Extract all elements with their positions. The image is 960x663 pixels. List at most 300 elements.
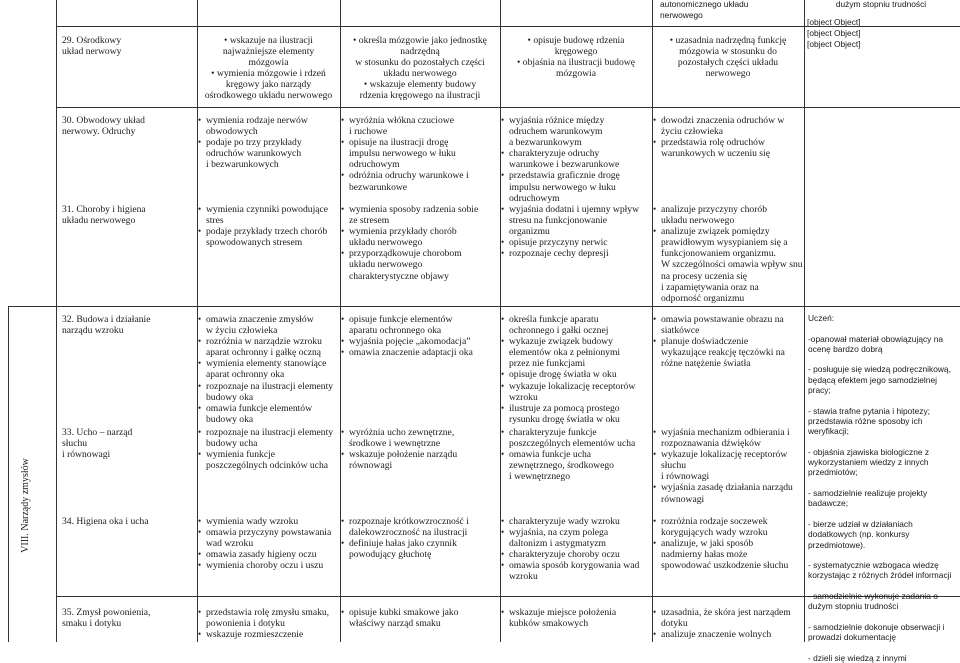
item-text: kręgowego [554,46,598,58]
item-text: wskazuje na ilustracji [229,35,313,46]
item-text: podaje po trzy przykłady [206,137,302,149]
text-line: prowadzi dokumentację [808,632,896,643]
item-text: analizuje, w jaki sposób [661,538,754,550]
item-text: omawia sposób korygowania wad [509,560,640,572]
row-33-col5 [653,427,803,505]
item-text: omawia funkcje ucha [509,449,592,461]
row-31-col2 [198,204,338,248]
bullet-item [501,449,651,460]
item-text: przez nie funkcjami [509,358,586,370]
criteria-list [341,204,499,282]
item-text: aparatu ochronnego oka [349,325,442,337]
continuation-line [653,438,803,449]
continuation-line [341,460,499,471]
continuation-line [653,347,803,358]
item-text: korygujących wady wzroku [661,527,768,539]
item-text: analizuje związek pomiędzy [661,226,770,238]
bullet-item [653,482,803,493]
item-text: impulsu nerwowego w łuku [509,181,616,193]
bullet-item [200,35,337,46]
text-line: 31. Choroby i higiena [62,204,146,215]
bullet-item [198,560,338,571]
continuation-line [341,215,499,226]
row-35-col5 [653,607,803,640]
criteria-list [198,516,338,571]
bullet-item [501,560,651,571]
item-text: planuje doświadczenie [661,336,749,348]
item-text: budowy ucha [206,438,258,450]
criteria-list [655,35,801,79]
text-line [808,581,959,591]
criteria-list [341,115,499,193]
bullet-item [501,403,651,414]
continuation-line [341,182,499,193]
bullet-item [501,369,651,380]
continuation-line [341,527,499,538]
continuation-line [198,538,338,549]
item-text: wymienia mózgowie i rdzeń [216,68,326,80]
item-text: rozróżnia w narządzie wzroku [206,336,322,348]
bullet-item [343,79,497,90]
item-text: i ruchowe [349,126,388,138]
bullet-item [653,137,803,148]
text-line: układ nerwowy [62,46,122,58]
bullet-item [653,204,803,215]
item-text: różne natężenie światła [661,358,751,370]
item-text: rozpoznaje cechy depresji [509,248,609,260]
continuation-line [501,137,651,148]
text-line [808,323,959,333]
bullet-item [653,629,803,640]
bullet-item [501,516,651,527]
continuation-line [653,618,803,629]
item-text: rozpoznaje krótkowzroczność i [349,516,469,527]
bullet-item [341,226,499,237]
item-text: odróżnia odruchy warunkowe i [349,170,469,182]
item-text: W szczególności omawia wpływ snu [661,259,803,271]
continuation-line [653,215,803,226]
row-33-col2 [198,427,338,471]
continuation-line [198,237,338,248]
item-text: opisuje na ilustracji drogę [349,137,449,149]
item-text: w stosunku do pozostałych części [355,57,485,69]
text-line: dużym stopniu trudności [835,0,927,9]
item-text: układu nerwowego [349,237,423,249]
item-text: i zapamiętywania oraz na [661,281,759,293]
item-text: wyjaśnia mechanizm odbierania i [661,427,790,438]
text-line: badawcze; [808,498,849,509]
row-35-col4 [501,607,651,629]
continuation-line [653,460,803,471]
item-text: w życiu człowieka [206,325,278,337]
criteria-list [341,314,499,358]
item-text: opisuje kubki smakowe jako [349,607,459,618]
text-line: weryfikacji; [808,426,849,437]
continuation-line [341,126,499,137]
bullet-item [341,427,499,438]
continuation-line [341,549,499,560]
text-line: - bierze udział w działaniach [808,518,913,529]
item-text: wzroku [509,571,538,583]
text-line: smaku i dotyku [62,618,122,630]
bullet-icon: • [224,35,230,46]
item-text: mózgowia w stosunku do [679,46,777,58]
item-text: nadrzędną [400,46,440,58]
item-text: a bezwarunkowym [509,137,582,149]
bullet-item [341,538,499,549]
text-line: nerwowy. Odruchy [62,126,136,138]
text-line: Uczeń: [808,313,835,323]
item-text: funkcjonowaniem organizmu. [661,248,776,260]
bullet-item [198,314,338,325]
item-text: wskazuje miejsce położenia [509,607,617,618]
continuation-line [655,57,801,68]
continuation-line [343,68,497,79]
bullet-item [198,427,338,438]
bullet-item [501,549,651,560]
item-text: wykazuje lokalizację receptorów [509,380,636,392]
row-title-30 [62,115,194,137]
text-line: dużym stopniu trudności [808,601,899,612]
item-text: bezwarunkowe [349,181,408,193]
text-line: [object Object] [807,39,861,49]
continuation-line [501,347,651,358]
item-text: rozróżnia rodzaje soczewek [661,516,768,527]
item-text: elementów oka z pełnionymi [509,347,621,359]
item-text: kubków smakowych [509,618,589,630]
text-line: wykorzystaniem wiedzy z innych [808,457,929,468]
item-text: wymienia funkcje [206,449,275,461]
item-text: odruchowym [509,192,560,204]
bullet-item [503,57,649,68]
bullet-item [653,449,803,460]
item-text: nadmierny hałas może [661,549,748,561]
item-text: równowagi [661,493,705,505]
text-line: 34. Higiena oka i ucha [62,516,149,527]
continuation-line [655,46,801,57]
continuation-line [653,282,803,293]
bullet-item [501,381,651,392]
bullet-item [341,516,499,527]
item-text: układu nerwowego [349,259,423,271]
row-31-col3 [341,204,499,282]
item-text: rozpoznawania dźwięków [661,438,761,450]
item-text: określa mózgowie jako jednostkę [358,35,487,46]
item-text: impulsu nerwowego w łuku [349,148,456,160]
criteria-list [501,204,651,259]
continuation-line [653,248,803,259]
text-line: - stawia trafne pytania i hipotezy; [808,405,930,416]
continuation-line [341,237,499,248]
text-line [808,354,959,364]
criteria-list [653,204,803,304]
text-line: [object Object] [807,17,861,27]
text-line: przedmiotów; [808,467,858,478]
row-34-col4 [501,516,651,583]
item-text: układu nerwowego [383,68,457,80]
item-text: analizuje przyczyny chorób [661,204,768,215]
item-text: rdzenia kręgowego na ilustracji [359,90,481,102]
item-text: przedstawia rolę odruchów [661,137,765,149]
section-label: VIII. Narządy zmysłów [20,458,31,553]
row-title-31 [62,204,194,226]
text-line: słuchu [62,438,88,450]
criteria-list [341,607,499,629]
item-text: poszczególnych elementów ucha [509,438,636,450]
continuation-line [341,438,499,449]
continuation-line [653,549,803,560]
bullet-item [653,427,803,438]
item-text: wymienia elementy stanowiące [206,358,327,370]
item-text: wyjaśnia dodatni i ujemny wpływ [509,204,640,215]
bullet-item [655,35,801,46]
item-text: powodujący głuchotę [349,549,432,561]
bullet-item [501,115,651,126]
continuation-line [653,293,803,304]
bullet-item [341,170,499,181]
text-line: układu nerwowego [62,215,136,227]
bullet-item [501,336,651,347]
continuation-line [198,392,338,403]
text-line: przedmiotowe). [808,539,866,550]
bullet-item [198,449,338,460]
item-text: powonienia i dotyku [206,618,285,630]
bullet-item [198,336,338,347]
item-text: poszczególnych odcinków ucha [206,460,329,472]
item-text: prawidłowym wysypianiem się a [661,237,788,249]
bullet-item [501,527,651,538]
item-text: charakteryzuje odruchy [509,148,600,160]
text-line: -opanował materiał obowiązujący na [808,333,944,344]
continuation-line [501,460,651,471]
item-text: charakteryzuje wady wzroku [509,516,620,527]
item-text: analizuje znaczenie wolnych [661,629,772,641]
text-line: 32. Budowa i działanie [62,314,151,325]
item-text: wymienia czynniki powodujące [206,204,329,215]
bullet-icon: • [211,68,217,80]
text-line: nerwowego [660,10,703,20]
row-29-col2 [200,35,337,102]
continuation-line [200,46,337,57]
continuation-line [653,148,803,159]
continuation-line [501,358,651,369]
bullet-item [341,115,499,126]
row-30-col2 [198,115,338,170]
continuation-line [341,159,499,170]
bullet-item [341,449,499,460]
bullet-item [503,35,649,46]
continuation-line [341,148,499,159]
item-text: wykazuje związek budowy [509,336,613,348]
item-text: rysunku drogę światła w oku [509,413,620,425]
text-line [808,478,959,488]
grid-line [804,0,805,642]
text-line: - objaśnia zjawiska biologiczne z [808,446,930,457]
continuation-line [501,159,651,170]
item-text: przedstawia rolę zmysłu smaku, [206,607,330,618]
bullet-item [198,115,338,126]
item-text: organizmu [509,226,550,238]
bullet-item [653,336,803,347]
item-text: ilustruje za pomocą prostego [509,402,620,414]
criteria-list [501,516,651,583]
item-text: na procesy uczenia się [661,270,748,282]
continuation-line [501,618,651,629]
text-line: 30. Obwodowy układ [62,115,145,126]
criteria-list [501,607,651,629]
criteria-list [503,35,649,79]
row-32-col3 [341,314,499,358]
item-text: ze stresem [349,215,390,227]
row-title-32 [62,314,194,336]
row-title-34 [62,516,194,527]
item-text: przedstawia graficznie drogę [509,170,620,182]
continuation-line [198,618,338,629]
continuation-line [198,347,338,358]
item-text: opisuje funkcje elementów [349,314,453,325]
text-line [808,550,959,560]
text-line: korzystając z różnych źródeł informacji [808,570,952,581]
grid-line [8,306,56,307]
item-text: słuchu [661,460,687,472]
criteria-list [653,115,803,159]
bullet-item [198,226,338,237]
item-text: wyjaśnia pojęcie „akomodacja” [349,336,471,348]
text-line: będącą efektem jego samodzielnej pracy; [808,374,937,396]
continuation-line [200,79,337,90]
item-text: układu nerwowego [661,215,735,227]
continuation-line [501,226,651,237]
text-line: 33. Ucho – narząd [62,427,133,438]
continuation-line [653,494,803,505]
row-33-col4 [501,427,651,482]
continuation-line [198,215,338,226]
item-text: właściwy narząd smaku [349,618,441,630]
continuation-line [343,90,497,101]
bullet-item [198,527,338,538]
grid-line [56,107,960,108]
continuation-line [503,46,649,57]
bullet-icon: • [363,79,370,91]
bullet-item [341,137,499,148]
item-text: omawia znaczenie zmysłów [206,314,314,325]
bullet-item [198,403,338,414]
item-text: budowy oka [206,391,254,403]
bullet-item [501,237,651,248]
item-text: kręgowy jako narządy [225,79,312,91]
continuation-line [653,237,803,248]
bullet-item [653,314,803,325]
item-text: omawia znaczenie adaptacji oka [349,347,473,359]
item-text: opisuje przyczyny nerwic [509,237,608,249]
row-32-col5 [653,314,803,369]
bullet-item [198,607,338,618]
continuation-line [653,325,803,336]
bullet-item [501,148,651,159]
continuation-line [501,193,651,204]
item-text: omawia powstawanie obrazu na [661,314,784,325]
bullet-item [653,607,803,618]
text-line [808,437,959,447]
item-text: omawia zasady higieny oczu [206,549,317,561]
row-29-col6 [807,17,959,50]
item-text: wymienia wady wzroku [206,516,299,527]
grid-line [56,0,57,642]
continuation-line [653,126,803,137]
item-text: opisuje drogę światła w oku [509,369,617,381]
continuation-line [341,618,499,629]
item-text: omawia funkcje elementów [206,402,313,414]
text-line: ocenę bardzo dobrą [808,343,883,354]
item-text: aparat ochronny i gałkę oczną [206,347,322,359]
text-line: - posługuje się wiedzą podręcznikową, [808,364,951,375]
bullet-item [198,629,338,640]
top-fragment-col4 [660,0,800,21]
continuation-line [200,90,337,101]
row-34-col2 [198,516,338,571]
text-line: dodatkowych (np. konkursy [808,529,910,540]
continuation-line [501,325,651,336]
continuation-line [501,571,651,582]
criteria-list [341,427,499,471]
text-line: - samodzielnie dokonuje obserwacji i [808,621,945,632]
item-text: uzasadnia, że skóra jest narządem [661,607,791,618]
grid-line [8,306,9,642]
criteria-list [653,516,803,571]
text-line: 35. Zmysł powonienia, [62,607,151,618]
criteria-list [501,314,651,425]
bullet-item [653,538,803,549]
text-line: - systematycznie wzbogaca wiedzę [808,560,939,571]
bullet-item [341,607,499,618]
row-30-col5 [653,115,803,159]
item-text: wykazujące reakcję tęczówki na [661,347,785,359]
item-text: wad wzroku [206,538,254,550]
item-text: i równowagi [661,471,710,483]
item-text: najważniejsze elementy [222,46,315,58]
continuation-line [343,57,497,68]
continuation-line [198,325,338,336]
continuation-line [501,414,651,425]
bullet-item [501,427,651,438]
item-text: rozpoznaje na ilustracji elementy [206,380,334,392]
row-29-col5 [655,35,801,79]
item-text: ochronnego i gałki ocznej [509,325,609,337]
criteria-list [198,314,338,425]
bullet-item [198,549,338,560]
row-33-col3 [341,427,499,471]
row-title-29 [62,35,194,57]
bullet-item [198,358,338,369]
text-line: 29. Ośrodkowy [62,35,122,46]
bullet-item [501,170,651,181]
criteria-list [501,115,651,204]
item-text: obwodowych [206,126,258,138]
text-line: - samodzielnie wykonuje zadania o [808,591,938,602]
text-line [808,612,959,622]
continuation-line [653,560,803,571]
continuation-line [501,182,651,193]
item-text: uzasadnia nadrzędną funkcję [675,35,787,46]
bullet-item [198,381,338,392]
text-line: autonomicznego układu [660,0,749,9]
row-title-33 [62,427,194,460]
item-text: odruchowym [349,159,400,171]
item-text: środkowe i wewnętrzne [349,438,441,450]
row-31-col4 [501,204,651,259]
criteria-list [200,35,337,102]
continuation-line [501,126,651,137]
